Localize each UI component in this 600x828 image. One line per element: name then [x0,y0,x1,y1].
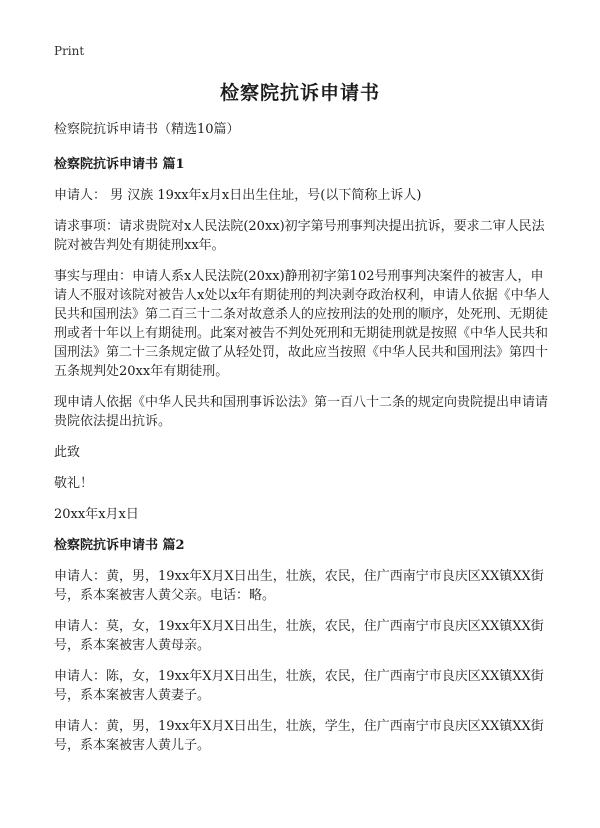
document-body [54,120,554,767]
paragraph: 现申请人依据《中华人民共和国刑事诉讼法》第一百八十二条的规定向贵院提出申请请贵院依法提出抗诉。 [54,395,549,429]
paragraph: 申请人：黄，男，19xx年X月X日出生，壮族，农民，住广西南宁市良庆区XX镇XX街号，系本案被害人黄父亲。电话：略。 [54,569,544,603]
paragraph: 敬礼！ [54,476,94,491]
paragraph: 申请人：莫，女，19xx年X月X日出生，壮族，农民，住广西南宁市良庆区XX镇XX街号，系本案被害人黄母亲。 [54,619,544,653]
document-subtitle: 检察院抗诉申请书（精选10篇） [54,122,240,137]
section-1 [54,155,554,524]
paragraph: 此致 [54,445,81,460]
section-2 [54,536,554,755]
print-link[interactable]: Print [54,44,85,58]
paragraph: 申请人：陈，女，19xx年X月X日出生，壮族，农民，住广西南宁市良庆区XX镇XX街号，系本案被害人黄妻子。 [54,669,544,703]
paragraph: 申请人： 男 汉族 19xx年x月x日出生住址，号(以下简称上诉人) [54,188,422,203]
paragraph: 请求事项：请求贵院对x人民法院(20xx)初字第号刑事判决提出抗诉，要求二审人民法院对被告判处有期徒刑xx年。 [54,219,545,253]
paragraph: 事实与理由：申请人系x人民法院(20xx)静刑初字第102号刑事判决案件的被害人，申请人不服对该院对被告人x处以x年有期徒刑的判决剥夺政治权利，申请人依据《中华人民共和国刑法》第二百三十二条对故意杀人的应按刑法的处刑的顺序，处死刑、无期徒刑或者十年以上有期徒刑。此案对被告不判处死刑和无期徒刑就是按照《中华人民共和国刑法》第二十三条规定做了从轻处罚，故此应当按照《中华人民共和国刑法》第四十五条规判处20xx年有期徒刑。 [54,269,550,379]
section-heading: 检察院抗诉申请书 篇1 [54,157,185,172]
section-heading: 检察院抗诉申请书 篇2 [54,538,185,553]
paragraph: 申请人：黄，男，19xx年X月X日出生，壮族，学生，住广西南宁市良庆区XX镇XX街号，系本案被害人黄儿子。 [54,719,544,753]
page-title: 检察院抗诉申请书 [219,82,380,104]
paragraph: 20xx年x月x日 [54,507,139,522]
